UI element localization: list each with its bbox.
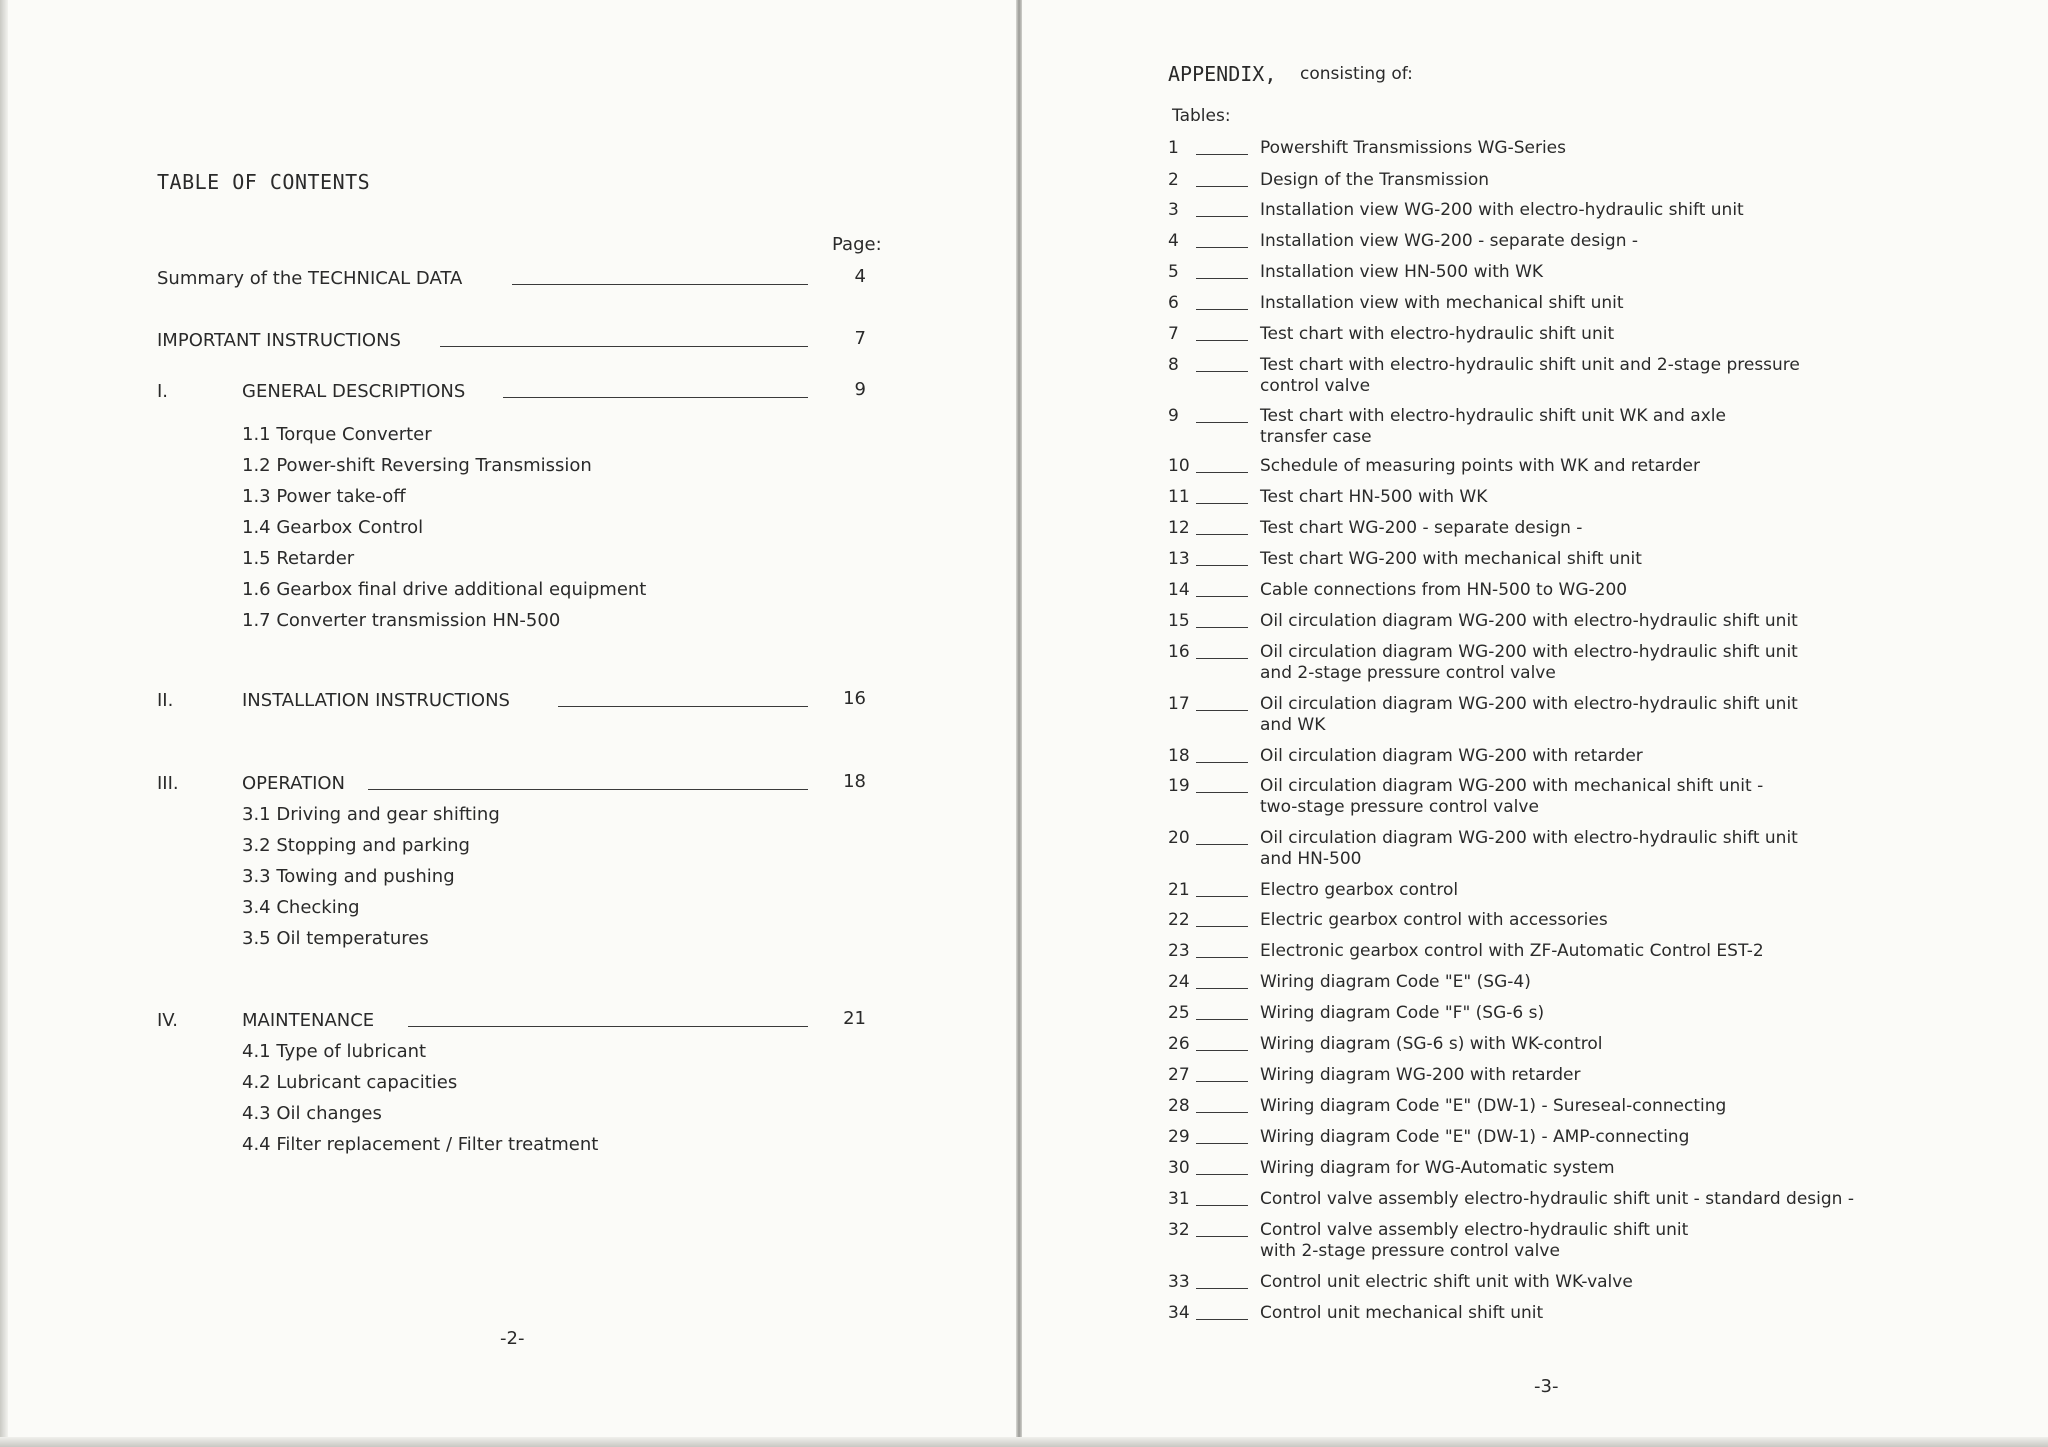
leader-line [1196, 186, 1248, 187]
appendix-item-text-line: Wiring diagram Code "F" (SG-6 s) [1260, 1003, 1545, 1023]
appendix-item-text [1260, 776, 1763, 818]
leader-line [368, 789, 808, 790]
leader-line [440, 346, 808, 347]
page-number-right: -3- [1534, 1376, 1559, 1397]
leader-line [1196, 472, 1248, 473]
leader-line [1196, 596, 1248, 597]
appendix-item-text-line: Powershift Transmissions WG-Series [1260, 138, 1566, 158]
appendix-item-text-line: Installation view HN-500 with WK [1260, 262, 1544, 282]
appendix-item-number: 34 [1168, 1303, 1190, 1323]
appendix-item-text-line: Wiring diagram Code "E" (SG-4) [1260, 972, 1531, 992]
toc-subitem: 1.5 Retarder [242, 548, 355, 569]
toc-subitem: 1.2 Power-shift Reversing Transmission [242, 455, 592, 476]
toc-subitem: 3.4 Checking [242, 897, 360, 918]
appendix-item-text-line: Oil circulation diagram WG-200 with mechanical shift unit - [1260, 776, 1764, 796]
appendix-item-text-line: Test chart with electro-hydraulic shift unit WK and axle [1260, 406, 1726, 426]
appendix-item-number: 1 [1168, 138, 1179, 158]
appendix-item-text-line: Electro gearbox control [1260, 880, 1459, 900]
appendix-item-number: 6 [1168, 293, 1179, 313]
leader-line [1196, 844, 1248, 845]
leader-line [1196, 1019, 1248, 1020]
appendix-item-text-line: Installation view with mechanical shift unit [1260, 293, 1624, 313]
leader-line [1196, 534, 1248, 535]
appendix-item-text-line: Control unit mechanical shift unit [1260, 1303, 1544, 1323]
appendix-item-number: 14 [1168, 580, 1190, 600]
appendix-item-number: 20 [1168, 828, 1190, 848]
appendix-item-text-line: Oil circulation diagram WG-200 with electro-hydraulic shift unit [1260, 828, 1798, 848]
leader-line [503, 397, 808, 398]
appendix-item-text [1260, 456, 1700, 477]
appendix-item-text-line: Installation view WG-200 - separate design - [1260, 231, 1639, 251]
leader-line [408, 1026, 808, 1027]
leader-line [1196, 216, 1248, 217]
appendix-item-number: 16 [1168, 642, 1190, 662]
appendix-item-number: 11 [1168, 487, 1190, 507]
tables-label: Tables: [1172, 106, 1231, 126]
appendix-item-text [1260, 1158, 1615, 1179]
appendix-item-text [1260, 828, 1798, 870]
appendix-item-text [1260, 746, 1643, 767]
leader-line [1196, 1143, 1248, 1144]
appendix-item-text [1260, 138, 1566, 159]
appendix-item-number: 21 [1168, 880, 1190, 900]
page-edge-shadow [0, 0, 8, 1447]
toc-subitem: 3.5 Oil temperatures [242, 928, 429, 949]
toc-subitem: 1.1 Torque Converter [242, 424, 432, 445]
toc-subitem: 1.4 Gearbox Control [242, 517, 424, 538]
page-column-header: Page: [832, 234, 882, 255]
toc-subitem: 1.6 Gearbox final drive additional equipment [242, 579, 647, 600]
appendix-item-text-line: and WK [1260, 715, 1326, 735]
appendix-item-text-line: Oil circulation diagram WG-200 with electro-hydraulic shift unit [1260, 611, 1798, 631]
appendix-item-text [1260, 1220, 1688, 1262]
appendix-subtitle: consisting of: [1300, 64, 1413, 84]
leader-line [1196, 1236, 1248, 1237]
appendix-item-text-line: Wiring diagram (SG-6 s) with WK-control [1260, 1034, 1603, 1054]
toc-subitem: 4.1 Type of lubricant [242, 1041, 427, 1062]
leader-line [1196, 503, 1248, 504]
appendix-item-number: 22 [1168, 910, 1190, 930]
appendix-item-number: 9 [1168, 406, 1179, 426]
appendix-item-text-line: with 2-stage pressure control valve [1260, 1241, 1560, 1261]
appendix-item-text-line: Oil circulation diagram WG-200 with electro-hydraulic shift unit [1260, 642, 1798, 662]
appendix-item-text [1260, 1189, 1854, 1210]
appendix-item-text-line: Test chart WG-200 - separate design - [1260, 518, 1583, 538]
leader-line [1196, 658, 1248, 659]
toc-subitem: 4.3 Oil changes [242, 1103, 382, 1124]
toc-page-number: 9 [854, 379, 866, 400]
appendix-item-number: 13 [1168, 549, 1190, 569]
appendix-item-text [1260, 518, 1582, 539]
toc-subitem: 3.1 Driving and gear shifting [242, 804, 500, 825]
appendix-item-number: 7 [1168, 324, 1179, 344]
appendix-item-text-line: Control valve assembly electro-hydraulic shift unit - standard design - [1260, 1189, 1854, 1209]
leader-line [1196, 957, 1248, 958]
appendix-item-number: 17 [1168, 694, 1190, 714]
appendix-item-text-line: Test chart WG-200 with mechanical shift unit [1260, 549, 1642, 569]
appendix-item-text-line: Wiring diagram WG-200 with retarder [1260, 1065, 1581, 1085]
appendix-item-text-line: and HN-500 [1260, 849, 1362, 869]
section-maintenance: MAINTENANCE [242, 1010, 375, 1031]
toc-page-number: 4 [854, 266, 866, 287]
appendix-item-text [1260, 1127, 1689, 1148]
appendix-item-number: 30 [1168, 1158, 1190, 1178]
appendix-item-number: 2 [1168, 170, 1179, 190]
toc-subitem: 1.3 Power take-off [242, 486, 406, 507]
appendix-item-text-line: Oil circulation diagram WG-200 with retarder [1260, 746, 1643, 766]
appendix-item-number: 25 [1168, 1003, 1190, 1023]
leader-line [1196, 340, 1248, 341]
appendix-item-text-line: Electronic gearbox control with ZF-Automatic Control EST-2 [1260, 941, 1764, 961]
appendix-item-number: 32 [1168, 1220, 1190, 1240]
appendix-item-number: 12 [1168, 518, 1190, 538]
appendix-item-text [1260, 611, 1798, 632]
leader-line [512, 284, 808, 285]
appendix-item-number: 4 [1168, 231, 1179, 251]
appendix-item-text [1260, 549, 1642, 570]
appendix-item-number: 5 [1168, 262, 1179, 282]
toc-page-number: 18 [843, 771, 866, 792]
toc-entry-important-instructions: IMPORTANT INSTRUCTIONS [157, 330, 401, 351]
toc-subitem: 3.3 Towing and pushing [242, 866, 455, 887]
section-general-descriptions: GENERAL DESCRIPTIONS [242, 381, 466, 402]
leader-line [1196, 154, 1248, 155]
section-operation: OPERATION [242, 773, 346, 794]
appendix-item-text-line: Cable connections from HN-500 to WG-200 [1260, 580, 1628, 600]
section-installation-instructions: INSTALLATION INSTRUCTIONS [242, 690, 510, 711]
appendix-item-text [1260, 1096, 1726, 1117]
appendix-item-text-line: Test chart with electro-hydraulic shift unit and 2-stage pressure [1260, 355, 1800, 375]
appendix-item-text [1260, 1272, 1633, 1293]
leader-line [1196, 1081, 1248, 1082]
leader-line [1196, 247, 1248, 248]
appendix-item-text [1260, 941, 1764, 962]
appendix-item-text-line: Installation view WG-200 with electro-hydraulic shift unit [1260, 200, 1744, 220]
left-page [0, 0, 1018, 1447]
appendix-item-text [1260, 694, 1798, 736]
toc-page-number: 16 [843, 688, 866, 709]
appendix-item-text-line: Design of the Transmission [1260, 170, 1490, 190]
appendix-item-text-line: Wiring diagram for WG-Automatic system [1260, 1158, 1615, 1178]
leader-line [1196, 896, 1248, 897]
appendix-item-text-line: Control unit electric shift unit with WK-valve [1260, 1272, 1633, 1292]
appendix-item-text [1260, 580, 1627, 601]
appendix-item-text-line: two-stage pressure control valve [1260, 797, 1539, 817]
appendix-item-text [1260, 1065, 1580, 1086]
appendix-item-text [1260, 1003, 1544, 1024]
appendix-item-text-line: Wiring diagram Code "E" (DW-1) - AMP-connecting [1260, 1127, 1690, 1147]
toc-title: TABLE OF CONTENTS [157, 170, 371, 194]
appendix-item-number: 31 [1168, 1189, 1190, 1209]
appendix-item-number: 23 [1168, 941, 1190, 961]
appendix-item-text-line: control valve [1260, 376, 1371, 396]
appendix-item-text [1260, 293, 1624, 314]
leader-line [1196, 309, 1248, 310]
leader-line [1196, 1112, 1248, 1113]
appendix-item-text [1260, 880, 1458, 901]
appendix-item-text-line: Wiring diagram Code "E" (DW-1) - Sureseal-connecting [1260, 1096, 1727, 1116]
leader-line [1196, 1174, 1248, 1175]
appendix-item-text [1260, 262, 1543, 283]
appendix-item-text-line: Test chart HN-500 with WK [1260, 487, 1488, 507]
appendix-title: APPENDIX, [1168, 62, 1277, 86]
leader-line [1196, 371, 1248, 372]
appendix-item-text [1260, 1034, 1602, 1055]
appendix-item-text [1260, 200, 1744, 221]
section-numeral: I. [157, 381, 169, 402]
appendix-item-number: 3 [1168, 200, 1179, 220]
appendix-item-text [1260, 910, 1608, 931]
appendix-item-number: 29 [1168, 1127, 1190, 1147]
appendix-item-text [1260, 355, 1800, 397]
leader-line [1196, 627, 1248, 628]
page-number-left: -2- [500, 1328, 525, 1349]
appendix-item-text [1260, 170, 1489, 191]
appendix-item-number: 28 [1168, 1096, 1190, 1116]
appendix-item-text-line: Test chart with electro-hydraulic shift unit [1260, 324, 1615, 344]
appendix-item-text-line: Schedule of measuring points with WK and retarder [1260, 456, 1700, 476]
appendix-item-text [1260, 642, 1798, 684]
appendix-item-number: 26 [1168, 1034, 1190, 1054]
leader-line [1196, 422, 1248, 423]
toc-subitem: 1.7 Converter transmission HN-500 [242, 610, 561, 631]
appendix-item-number: 27 [1168, 1065, 1190, 1085]
page-bottom-edge [0, 1437, 2048, 1447]
appendix-item-number: 10 [1168, 456, 1190, 476]
appendix-item-text-line: and 2-stage pressure control valve [1260, 663, 1556, 683]
appendix-item-number: 8 [1168, 355, 1179, 375]
appendix-item-number: 33 [1168, 1272, 1190, 1292]
appendix-item-text-line: transfer case [1260, 427, 1372, 447]
leader-line [1196, 710, 1248, 711]
leader-line [1196, 1205, 1248, 1206]
leader-line [1196, 988, 1248, 989]
appendix-item-text [1260, 487, 1487, 508]
section-numeral: III. [157, 773, 179, 794]
appendix-item-text [1260, 324, 1614, 345]
leader-line [1196, 792, 1248, 793]
toc-subitem: 3.2 Stopping and parking [242, 835, 470, 856]
leader-line [1196, 1288, 1248, 1289]
section-numeral: IV. [157, 1010, 179, 1031]
appendix-item-text [1260, 972, 1531, 993]
appendix-item-text [1260, 406, 1726, 448]
leader-line [1196, 762, 1248, 763]
appendix-item-text [1260, 231, 1638, 252]
leader-line [1196, 565, 1248, 566]
appendix-item-text [1260, 1303, 1543, 1324]
appendix-item-text-line: Electric gearbox control with accessories [1260, 910, 1608, 930]
appendix-item-text-line: Control valve assembly electro-hydraulic shift unit [1260, 1220, 1689, 1240]
leader-line [1196, 1050, 1248, 1051]
section-numeral: II. [157, 690, 174, 711]
leader-line [1196, 278, 1248, 279]
leader-line [558, 706, 808, 707]
appendix-item-number: 24 [1168, 972, 1190, 992]
leader-line [1196, 1319, 1248, 1320]
toc-page-number: 7 [854, 328, 866, 349]
appendix-item-number: 18 [1168, 746, 1190, 766]
toc-page-number: 21 [843, 1008, 866, 1029]
toc-entry-technical-data: Summary of the TECHNICAL DATA [157, 268, 463, 289]
appendix-item-number: 19 [1168, 776, 1190, 796]
toc-subitem: 4.2 Lubricant capacities [242, 1072, 458, 1093]
toc-subitem: 4.4 Filter replacement / Filter treatment [242, 1134, 599, 1155]
leader-line [1196, 926, 1248, 927]
appendix-item-text-line: Oil circulation diagram WG-200 with electro-hydraulic shift unit [1260, 694, 1798, 714]
appendix-item-number: 15 [1168, 611, 1190, 631]
